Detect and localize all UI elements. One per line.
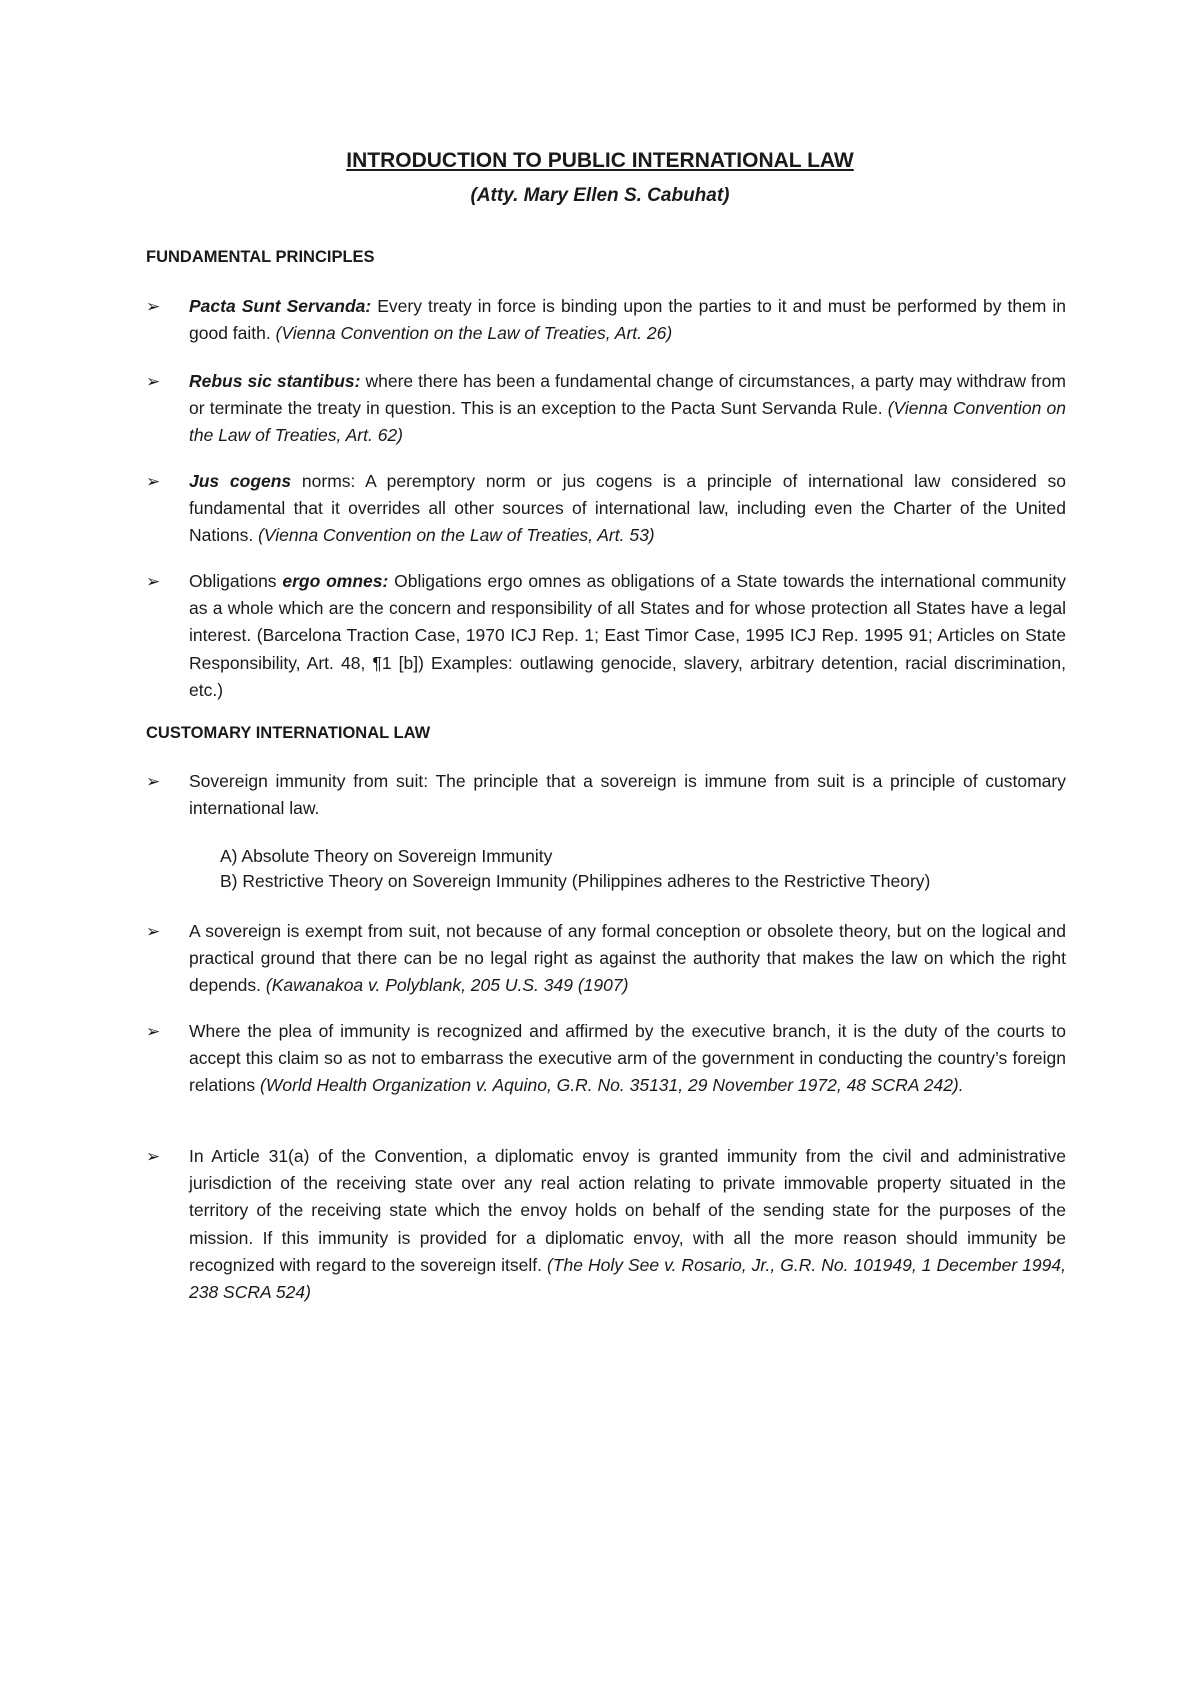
- term: Jus cogens: [189, 471, 292, 491]
- arrow-bullet-icon: ➢: [146, 1022, 161, 1041]
- term: Pacta Sunt Servanda:: [189, 296, 372, 316]
- list-item-text: [189, 368, 1066, 450]
- sub-item-restrictive-theory: B) Restrictive Theory on Sovereign Immunity (Philippines adheres to the Restrictive Theory): [220, 871, 931, 891]
- term: ergo omnes:: [282, 571, 389, 591]
- arrow-bullet-icon: ➢: [146, 372, 161, 391]
- arrow-bullet-icon: ➢: [146, 922, 161, 941]
- citation: (World Health Organization v. Aquino, G.R. No. 35131, 29 November 1972, 48 SCRA 242).: [260, 1075, 964, 1096]
- body-text: norms: A peremptory norm or jus cogens is a principle of international law considered so fundamental that it overrides all other sources of international law, including even the Charter of the United Nations.: [189, 471, 1066, 546]
- citation: (The Holy See v. Rosario, Jr., G.R. No. 101949, 1 December 1994, 238 SCRA 524): [189, 1254, 1066, 1303]
- list-item-plea-of-immunity: [146, 1018, 1066, 1100]
- sub-item-absolute-theory: A) Absolute Theory on Sovereign Immunity: [220, 846, 553, 866]
- arrow-bullet-icon: ➢: [146, 1147, 161, 1166]
- lead-text: Obligations: [189, 571, 283, 591]
- arrow-bullet-icon: ➢: [146, 772, 161, 791]
- list-item-sovereign-immunity: [146, 768, 1066, 822]
- list-item-rebus-sic-stantibus: [146, 368, 1066, 450]
- section-heading-customary-international-law: CUSTOMARY INTERNATIONAL LAW: [146, 724, 431, 742]
- citation: (Kawanakoa v. Polyblank, 205 U.S. 349 (1907): [265, 975, 629, 996]
- body-text: Where the plea of immunity is recognized and affirmed by the executive branch, it is the duty of the courts to accept this claim so as not to embarrass the executive arm of the government in conducting the country’s foreign relations: [189, 1021, 1066, 1096]
- citation: (Vienna Convention on the Law of Treaties, Art. 26): [275, 323, 673, 344]
- document-author: (Atty. Mary Ellen S. Cabuhat): [470, 185, 730, 206]
- list-item-article-31a: [146, 1143, 1066, 1306]
- list-item-text: [189, 1018, 1066, 1100]
- list-item-sovereign-exempt: [146, 918, 1066, 1000]
- body-text: Sovereign immunity from suit: The principle that a sovereign is immune from suit is a principle of customary international law.: [189, 771, 1066, 819]
- list-item-obligations-ergo-omnes: [146, 568, 1066, 704]
- list-item-text: [189, 768, 1066, 822]
- body-text: Every treaty in force is binding upon the parties to it and must be performed by them in good faith.: [189, 296, 1066, 344]
- list-item-text: [189, 568, 1066, 704]
- list-item-jus-cogens: [146, 468, 1066, 550]
- arrow-bullet-icon: ➢: [146, 297, 161, 316]
- term: Rebus sic stantibus:: [189, 371, 361, 391]
- list-item-pacta-sunt-servanda: [146, 293, 1066, 347]
- document-title: INTRODUCTION TO PUBLIC INTERNATIONAL LAW: [346, 149, 854, 172]
- citation: (Vienna Convention on the Law of Treaties, Art. 62): [189, 398, 1066, 446]
- body-text: Obligations ergo omnes as obligations of a State towards the international community as a whole which are the concern and responsibility of all States and for whose protection all States have a legal interest. (Barcelona Traction Case, 1970 ICJ Rep. 1; East Timor Case, 1995 ICJ Rep. 1995 91; Articles on State Responsibility, Art. 48, ¶1 [b]) Examples: outlawing genocide, slavery, arbitrary detention, racial discrimination, etc.): [189, 571, 1066, 700]
- arrow-bullet-icon: ➢: [146, 472, 161, 491]
- list-item-text: [189, 468, 1066, 550]
- arrow-bullet-icon: ➢: [146, 572, 161, 591]
- body-text: A sovereign is exempt from suit, not because of any formal conception or obsolete theory, but on the logical and practical ground that there can be no legal right as against the authority that makes the law on which the right depends.: [189, 921, 1066, 996]
- list-item-text: [189, 293, 1066, 347]
- list-item-text: [189, 918, 1066, 1000]
- list-item-text: [189, 1143, 1066, 1306]
- section-heading-fundamental-principles: FUNDAMENTAL PRINCIPLES: [146, 248, 375, 266]
- citation: (Vienna Convention on the Law of Treaties, Art. 53): [258, 525, 655, 546]
- body-text: In Article 31(a) of the Convention, a diplomatic envoy is granted immunity from the civil and administrative jurisdiction of the receiving state over any real action relating to private immovable property situated in the territory of the receiving state which the envoy holds on behalf of the sending state for the purposes of the mission. If this immunity is provided for a diplomatic envoy, with all the more reason should immunity be recognized with regard to the sovereign itself.: [189, 1146, 1066, 1275]
- body-text: where there has been a fundamental change of circumstances, a party may withdraw from or terminate the treaty in question. This is an exception to the Pacta Sunt Servanda Rule.: [189, 371, 1066, 419]
